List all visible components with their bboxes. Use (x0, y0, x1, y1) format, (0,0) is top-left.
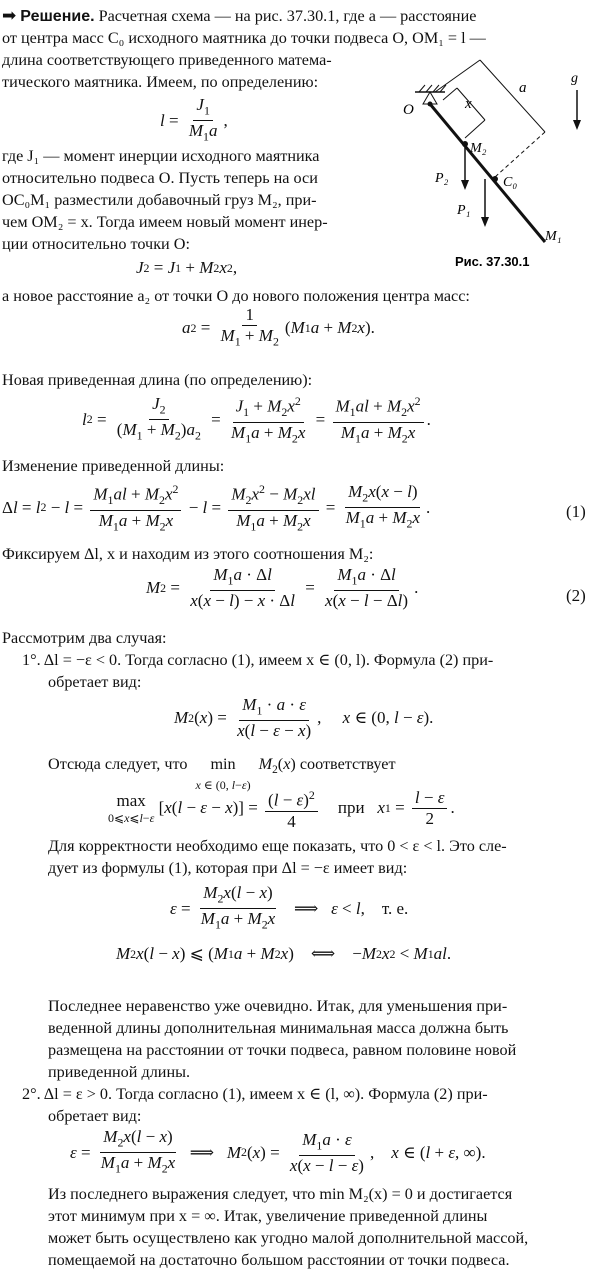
label-g: g (571, 71, 578, 86)
dimension-a-line (480, 60, 545, 132)
equation-number-2: (2) (566, 586, 586, 605)
case2-line-e: может быть осуществлено как угодно малой дополнительной массой, (48, 1229, 529, 1247)
case1-line-g: Последнее неравенство уже очевидно. Итак, для уменьшения при- (48, 997, 508, 1015)
text-line-1: где J₁ — момент инерции исходного маятника (2, 147, 320, 165)
equation-number-1: (1) (566, 502, 586, 521)
text-line-2: относительно подвеса O. Пусть теперь на оси (2, 169, 318, 187)
label-c0: C₀ (503, 175, 518, 190)
equation-inequality: M 2 x ( l − x ) ⩽ ( M 1 a + M 2 x ) ⟺ − M 2 x 2 < M 1 al . (116, 944, 452, 963)
text-line-5: ции относительно точки O: (2, 235, 190, 253)
equation-m2: M 2 = $\frac{M_1a \cdot \Delta l}{x(x - l) - x \cdot \Delta l}$ = $\frac{M_1a \cdot \Delta l}{x(x - l - \Delta l)}$ . (146, 565, 419, 611)
equation-a2: a 2 = $\frac{1}{M_1 + M_2}$ ( M 1 a + M 2 x ). (182, 305, 375, 349)
case1-line-j: приведенной длины. (48, 1063, 191, 1081)
equation-m2x-case1: M 2 ( x ) = $\frac{M_1 \cdot a \cdot \varepsilon}{x(l - \varepsilon - x)}$ , x ∈ (0, l − ε ). (174, 695, 434, 741)
center-of-mass-point (492, 176, 498, 182)
case1-line-e: Для корректности необходимо еще показать, что 0 < ε < l. Это сле- (48, 837, 507, 855)
case2-line-c: Из последнего выражения следует, что min M₂(x) = 0 и достигается (48, 1185, 513, 1203)
solution-heading-line (2, 6, 476, 27)
label-a: a (519, 80, 527, 96)
equation-case2: ε = $\frac{M_2x(l - x)}{M_1a + M_2x}$ ⟹ M 2 ( x ) = $\frac{M_1a \cdot \varepsilon}{x(x - l - \varepsilon)}$ , x ∈ ( l + ε , ∞). (70, 1127, 486, 1176)
header-line-3: длина соответствующего приведенного матема- (2, 51, 332, 69)
pendulum-figure (395, 52, 600, 270)
case1-line-c-wrap: Отсюда следует, что min x ∈ (0, l−ε) $M_2(x)$ соответствует (48, 754, 396, 795)
case2-line-b: обретает вид: (48, 1107, 142, 1125)
text-line-9: Фиксируем Δl, x и находим из этого соотношения M₂: (2, 545, 374, 563)
equation-reduced-length: l = $\frac{J_1}{M_1a}$ , (160, 95, 228, 144)
figure-caption: Рис. 37.30.1 (455, 254, 530, 269)
label-x: x (465, 96, 472, 112)
suspension-support-icon (415, 85, 446, 107)
text-line-7: Новая приведенная длина (по определению): (2, 371, 313, 389)
case2-line-a: 2°. Δl = ε > 0. Тогда согласно (1), имеем x ∈ (l, ∞). Формула (2) при- (22, 1085, 488, 1103)
label-p1: P₁ (457, 203, 471, 218)
header-line-1: Расчетная схема — на рис. 37.30.1, где a — расстояние (98, 7, 477, 25)
case1-line-h: веденной длины дополнительная минимальная масса должна быть (48, 1019, 509, 1037)
case1-line-c: Отсюда следует, что (48, 755, 188, 773)
header-line-4: тического маятника. Имеем, по определению: (2, 73, 319, 91)
arrow-bullet-icon: ➡ (2, 6, 17, 26)
equation-delta-l: Δ l = l 2 − l = $\frac{M_1al + M_2x^2}{M_1a + M_2x}$ − l = $\frac{M_2x^2 - M_2xl}{M_1a + M_2x}$ = $\frac{M_2x(x - l)}{M_1a + M_2x}$ . (2, 481, 431, 534)
case1-line-f: дует из формулы (1), которая при Δl = −ε имеет вид: (48, 859, 408, 877)
case1-line-d: соответствует (299, 755, 396, 773)
case1-line-a: 1°. Δl = −ε < 0. Тогда согласно (1), имеем x ∈ (0, l). Формула (2) при- (22, 651, 494, 669)
case1-line-b: обретает вид: (48, 673, 142, 691)
label-m1: M₁ (545, 229, 562, 244)
text-line-10: Рассмотрим два случая: (2, 629, 167, 647)
text-line-4: чем OM₂ = x. Тогда имеем новый момент инер- (2, 213, 328, 231)
label-o: O (403, 102, 414, 118)
case1-line-i: размещена на расстоянии от точки подвеса, равном половине новой (48, 1041, 517, 1059)
header-line-2: от центра масс C₀ исходного маятника до точки подвеса O, OM₁ = l — (2, 29, 486, 47)
min-operator: min x ∈ (0, l−ε) (195, 755, 251, 792)
equation-j2: J 2 = J 1 + M 2 x 2 , (136, 258, 238, 277)
equation-l2: l 2 = $\frac{J_2}{(M_1 + M_2)a_2}$ = $\frac{J_1 + M_2x^2}{M_1a + M_2x}$ = $\frac{M_1al + M_2x^2}{M_1a + M_2x}$ . (82, 393, 431, 446)
equation-max: max 0⩽x⩽l−ε [ x ( l − ε − x )] = $\frac{(l - \varepsilon)^2}{4}$ при x 1 = $\frac{l - \varepsilon}{2}$ . (108, 787, 455, 831)
solution-heading: Решение. (20, 8, 95, 25)
equation-epsilon-case1: ε = $\frac{M_2x(l - x)}{M_1a + M_2x}$ ⟹ ε < l , т. е. (170, 883, 409, 932)
text-line-8: Изменение приведенной длины: (2, 457, 225, 475)
case2-line-d: этот минимум при x = ∞. Итак, увеличение приведенной длины (48, 1207, 488, 1225)
case2-line-f: помещаемой на достаточно большом расстоянии от точки подвеса. (48, 1251, 510, 1269)
label-p2: P₂ (435, 171, 449, 186)
text-line-6: а новое расстояние a₂ от точки O до нового положения центра масс: (2, 287, 470, 305)
label-m2: M₂ (470, 141, 487, 156)
text-line-3: OC₀M₁ разместили добавочный груз M₂, при- (2, 191, 317, 209)
